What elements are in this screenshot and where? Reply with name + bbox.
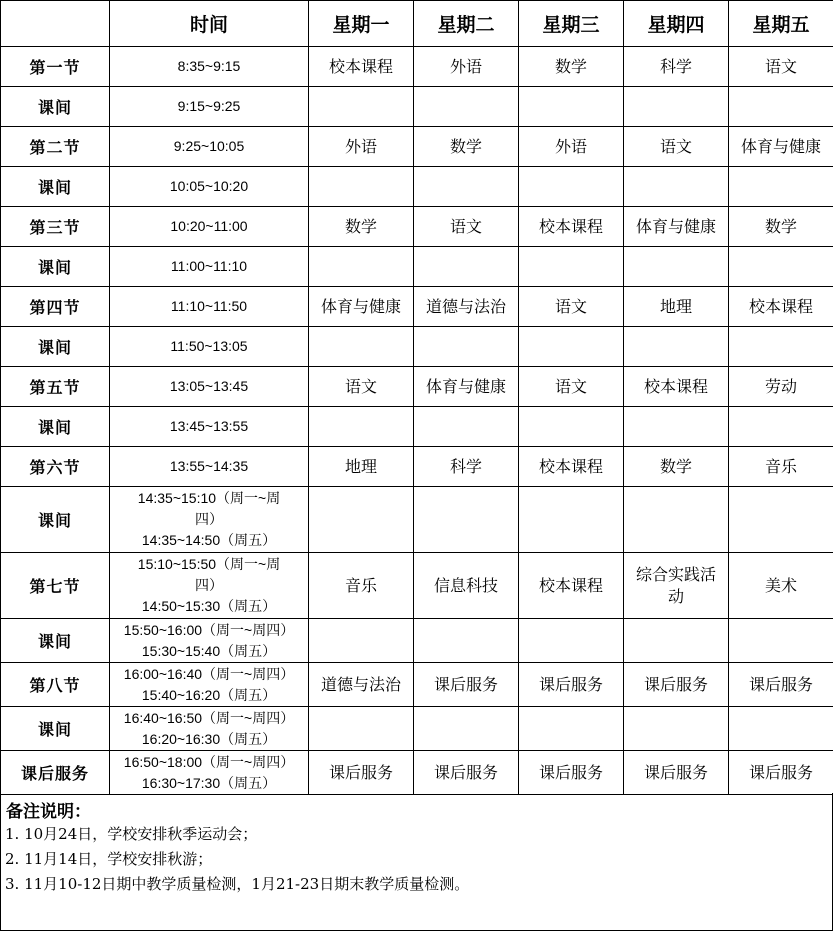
subject-cell: 数学 bbox=[414, 127, 519, 167]
time-line: 14:35~14:50（周五） bbox=[141, 532, 277, 548]
time-cell bbox=[110, 619, 309, 663]
subject-cell bbox=[624, 407, 729, 447]
subject-cell: 数学 bbox=[309, 207, 414, 247]
subject-cell: 信息科技 bbox=[414, 553, 519, 619]
header-day-thu: 星期四 bbox=[624, 1, 729, 47]
table-row bbox=[1, 707, 833, 751]
period-label: 课间 bbox=[1, 487, 110, 553]
period-label: 第七节 bbox=[1, 553, 110, 619]
period-label: 课后服务 bbox=[1, 751, 110, 795]
subject-cell bbox=[309, 247, 414, 287]
time-line: 15:30~15:40（周五） bbox=[141, 642, 277, 659]
period-label: 课间 bbox=[1, 619, 110, 663]
subject-cell bbox=[729, 327, 833, 367]
time-line: 9:15~9:25 bbox=[177, 98, 241, 114]
notes-box bbox=[0, 793, 833, 931]
subject-cell bbox=[519, 619, 624, 663]
period-label: 课间 bbox=[1, 707, 110, 751]
period-label: 第一节 bbox=[1, 47, 110, 87]
header-time: 时间 bbox=[110, 1, 309, 47]
table-row bbox=[1, 367, 833, 407]
subject-cell bbox=[729, 167, 833, 207]
header-day-wed: 星期三 bbox=[519, 1, 624, 47]
subject-cell bbox=[414, 327, 519, 367]
time-cell bbox=[110, 447, 309, 487]
subject-cell: 校本课程 bbox=[729, 287, 833, 327]
time-line: 16:40~16:50（周一~周四） bbox=[123, 709, 295, 726]
time-line: 13:55~14:35 bbox=[169, 458, 249, 474]
time-cell bbox=[110, 707, 309, 751]
time-line: 16:20~16:30（周五） bbox=[141, 730, 277, 747]
subject-cell bbox=[519, 247, 624, 287]
time-line: 16:00~16:40（周一~周四） bbox=[123, 665, 295, 682]
table-row bbox=[1, 447, 833, 487]
subject-cell bbox=[414, 619, 519, 663]
time-line: 四） bbox=[195, 511, 223, 527]
note-line-2: 2. 11月14日，学校安排秋游； bbox=[5, 850, 213, 868]
subject-cell bbox=[729, 87, 833, 127]
header-row bbox=[1, 1, 833, 47]
subject-cell: 综合实践活 动 bbox=[624, 553, 729, 619]
subject-cell: 语文 bbox=[519, 367, 624, 407]
subject-cell: 数学 bbox=[624, 447, 729, 487]
subject-cell: 数学 bbox=[519, 47, 624, 87]
subject-cell: 课后服务 bbox=[624, 751, 729, 795]
subject-cell: 地理 bbox=[309, 447, 414, 487]
subject-cell bbox=[414, 487, 519, 553]
time-line: 10:05~10:20 bbox=[169, 178, 249, 194]
time-cell bbox=[110, 751, 309, 795]
time-cell bbox=[110, 87, 309, 127]
subject-cell bbox=[519, 487, 624, 553]
subject-cell: 外语 bbox=[309, 127, 414, 167]
table-row bbox=[1, 127, 833, 167]
period-label: 课间 bbox=[1, 87, 110, 127]
time-cell bbox=[110, 207, 309, 247]
time-line: 11:10~11:50 bbox=[170, 298, 248, 314]
table-row bbox=[1, 407, 833, 447]
subject-cell bbox=[309, 167, 414, 207]
header-corner bbox=[1, 1, 110, 47]
subject-cell: 地理 bbox=[624, 287, 729, 327]
subject-cell: 校本课程 bbox=[519, 447, 624, 487]
table-row bbox=[1, 619, 833, 663]
subject-cell bbox=[729, 407, 833, 447]
subject-cell: 音乐 bbox=[729, 447, 833, 487]
note-line-3: 3. 11月10-12日期中教学质量检测，1月21-23日期末教学质量检测。 bbox=[5, 875, 470, 893]
table-row bbox=[1, 553, 833, 619]
schedule-body bbox=[1, 47, 833, 795]
subject-cell: 校本课程 bbox=[519, 207, 624, 247]
time-line: 13:05~13:45 bbox=[169, 378, 249, 394]
period-label: 课间 bbox=[1, 167, 110, 207]
subject-cell: 科学 bbox=[624, 47, 729, 87]
subject-cell bbox=[729, 487, 833, 553]
table-row bbox=[1, 167, 833, 207]
subject-cell bbox=[414, 247, 519, 287]
subject-cell bbox=[519, 87, 624, 127]
subject-cell bbox=[519, 407, 624, 447]
subject-cell: 科学 bbox=[414, 447, 519, 487]
subject-cell bbox=[624, 487, 729, 553]
time-cell bbox=[110, 47, 309, 87]
subject-cell bbox=[624, 707, 729, 751]
subject-cell: 课后服务 bbox=[309, 751, 414, 795]
subject-cell: 体育与健康 bbox=[414, 367, 519, 407]
time-cell bbox=[110, 327, 309, 367]
subject-cell: 校本课程 bbox=[624, 367, 729, 407]
subject-cell bbox=[414, 707, 519, 751]
table-row bbox=[1, 87, 833, 127]
time-line: 9:25~10:05 bbox=[173, 138, 245, 154]
subject-cell bbox=[414, 407, 519, 447]
period-label: 课间 bbox=[1, 327, 110, 367]
table-row bbox=[1, 751, 833, 795]
table-row bbox=[1, 663, 833, 707]
subject-cell: 课后服务 bbox=[519, 663, 624, 707]
header-day-fri: 星期五 bbox=[729, 1, 833, 47]
time-line: 15:40~16:20（周五） bbox=[141, 686, 277, 703]
time-cell bbox=[110, 553, 309, 619]
time-line: 14:50~15:30（周五） bbox=[141, 598, 277, 614]
subject-cell: 体育与健康 bbox=[309, 287, 414, 327]
subject-cell bbox=[519, 327, 624, 367]
time-line: 15:50~16:00（周一~周四） bbox=[123, 621, 295, 638]
subject-cell: 语文 bbox=[414, 207, 519, 247]
subject-cell bbox=[624, 247, 729, 287]
subject-cell: 体育与健康 bbox=[729, 127, 833, 167]
period-label: 课间 bbox=[1, 407, 110, 447]
subject-cell: 语文 bbox=[519, 287, 624, 327]
time-cell bbox=[110, 287, 309, 327]
time-cell bbox=[110, 367, 309, 407]
subject-cell bbox=[309, 407, 414, 447]
period-label: 第四节 bbox=[1, 287, 110, 327]
time-line: 14:35~15:10（周一~周 bbox=[137, 490, 281, 506]
time-cell bbox=[110, 487, 309, 553]
subject-cell: 美术 bbox=[729, 553, 833, 619]
period-label: 第八节 bbox=[1, 663, 110, 707]
note-line-1: 1. 10月24日，学校安排秋季运动会； bbox=[5, 825, 258, 843]
time-cell bbox=[110, 167, 309, 207]
subject-cell bbox=[414, 167, 519, 207]
subject-cell bbox=[729, 619, 833, 663]
time-cell bbox=[110, 247, 309, 287]
subject-cell: 劳动 bbox=[729, 367, 833, 407]
time-line: 四） bbox=[195, 577, 223, 593]
table-row bbox=[1, 487, 833, 553]
time-line: 11:00~11:10 bbox=[170, 258, 248, 274]
subject-cell: 语文 bbox=[729, 47, 833, 87]
table-row bbox=[1, 47, 833, 87]
subject-cell bbox=[309, 327, 414, 367]
time-cell bbox=[110, 407, 309, 447]
notes-title: 备注说明： bbox=[6, 802, 91, 821]
subject-cell: 课后服务 bbox=[729, 663, 833, 707]
subject-cell bbox=[729, 247, 833, 287]
subject-cell bbox=[309, 707, 414, 751]
subject-cell bbox=[624, 87, 729, 127]
time-cell bbox=[110, 663, 309, 707]
subject-cell bbox=[414, 87, 519, 127]
subject-cell bbox=[309, 487, 414, 553]
subject-cell: 道德与法治 bbox=[309, 663, 414, 707]
subject-cell bbox=[309, 87, 414, 127]
subject-cell: 课后服务 bbox=[414, 663, 519, 707]
table-row bbox=[1, 287, 833, 327]
subject-cell bbox=[519, 707, 624, 751]
subject-cell: 音乐 bbox=[309, 553, 414, 619]
header-day-tue: 星期二 bbox=[414, 1, 519, 47]
time-line: 13:45~13:55 bbox=[169, 418, 249, 434]
time-line: 10:20~11:00 bbox=[170, 218, 248, 234]
table-row bbox=[1, 247, 833, 287]
time-line: 11:50~13:05 bbox=[170, 338, 248, 354]
subject-cell bbox=[309, 619, 414, 663]
subject-cell bbox=[624, 327, 729, 367]
table-row bbox=[1, 327, 833, 367]
subject-cell: 课后服务 bbox=[414, 751, 519, 795]
subject-cell: 课后服务 bbox=[519, 751, 624, 795]
subject-cell bbox=[519, 167, 624, 207]
subject-cell bbox=[624, 167, 729, 207]
subject-cell bbox=[624, 619, 729, 663]
subject-cell: 课后服务 bbox=[624, 663, 729, 707]
subject-cell: 课后服务 bbox=[729, 751, 833, 795]
time-line: 16:50~18:00（周一~周四） bbox=[123, 753, 295, 770]
subject-cell: 外语 bbox=[414, 47, 519, 87]
time-line: 8:35~9:15 bbox=[177, 58, 241, 74]
subject-cell: 校本课程 bbox=[519, 553, 624, 619]
period-label: 第二节 bbox=[1, 127, 110, 167]
period-label: 课间 bbox=[1, 247, 110, 287]
subject-cell: 数学 bbox=[729, 207, 833, 247]
subject-cell bbox=[729, 707, 833, 751]
time-line: 16:30~17:30（周五） bbox=[141, 774, 277, 791]
subject-cell: 外语 bbox=[519, 127, 624, 167]
subject-cell: 校本课程 bbox=[309, 47, 414, 87]
period-label: 第六节 bbox=[1, 447, 110, 487]
time-cell bbox=[110, 127, 309, 167]
table-row bbox=[1, 207, 833, 247]
subject-cell: 语文 bbox=[624, 127, 729, 167]
subject-cell: 体育与健康 bbox=[624, 207, 729, 247]
time-line: 15:10~15:50（周一~周 bbox=[137, 556, 281, 572]
subject-cell: 道德与法治 bbox=[414, 287, 519, 327]
header-day-mon: 星期一 bbox=[309, 1, 414, 47]
subject-cell: 语文 bbox=[309, 367, 414, 407]
period-label: 第五节 bbox=[1, 367, 110, 407]
period-label: 第三节 bbox=[1, 207, 110, 247]
